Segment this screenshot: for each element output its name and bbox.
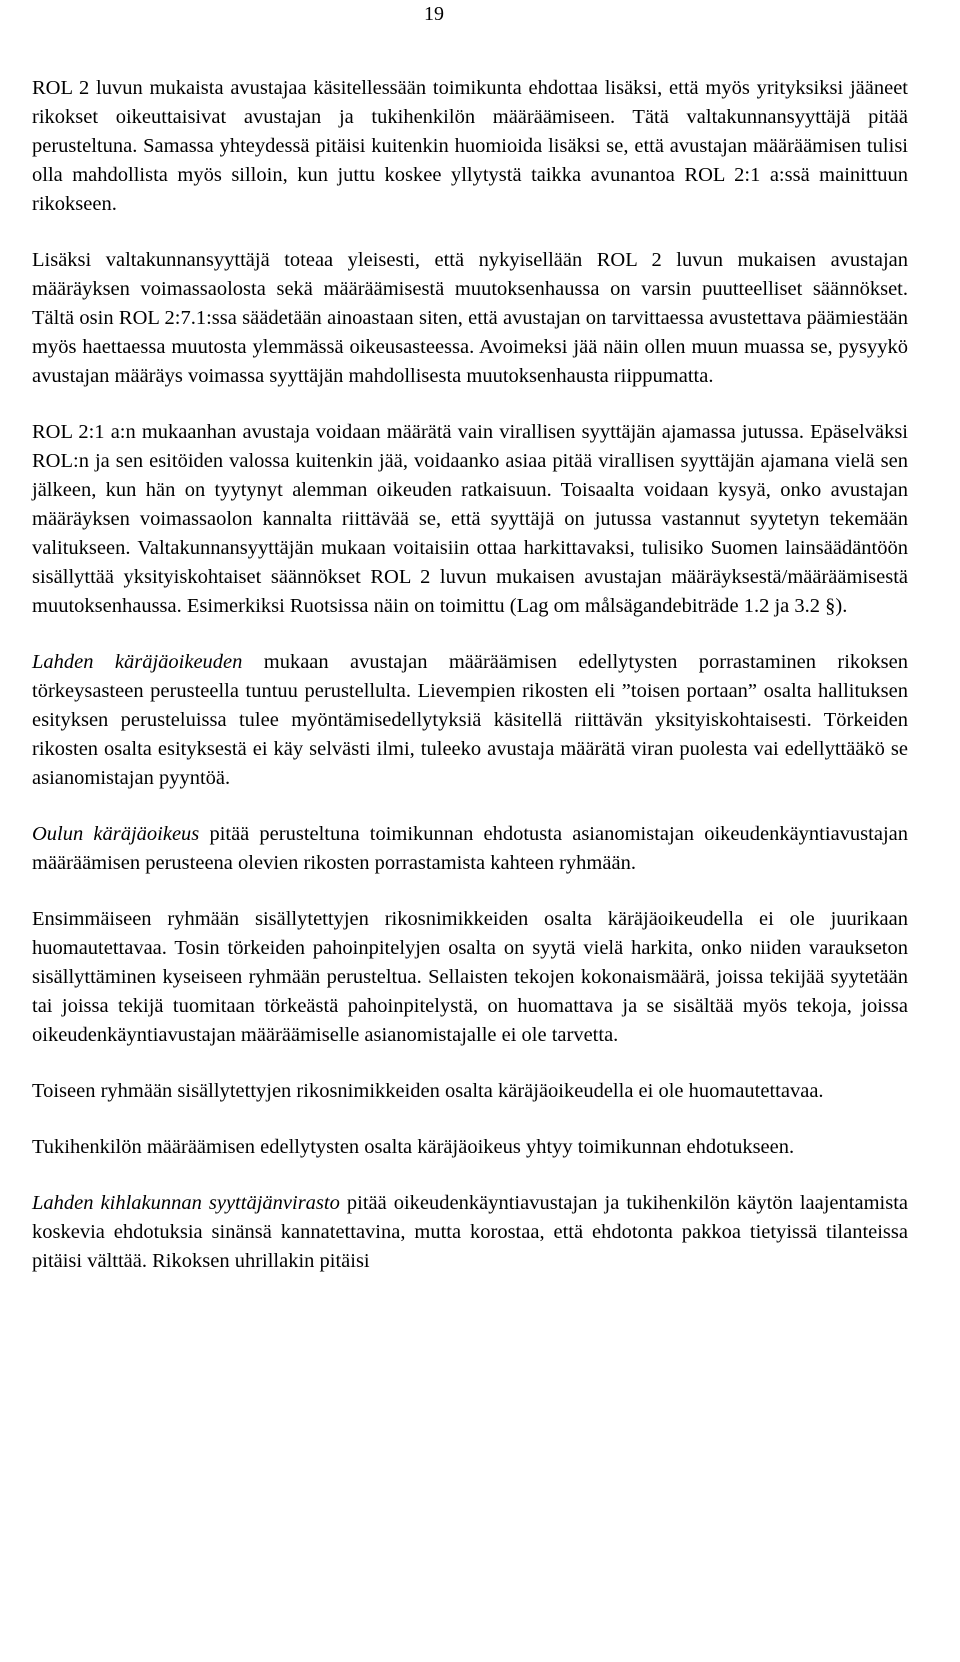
paragraph-text: ROL 2 luvun mukaista avustajaa käsitellessään toimikunta ehdottaa lisäksi, että myös yrityksiksi jääneet rikokset oikeuttaisivat avustajan ja tukihenkilön määräämiseen. Tätä valtakunnansyyttäjä pitää perusteltuna. Samassa yhteydessä pitäisi kuitenkin huomioida lisäksi se, että avustajan määräämisen tulisi olla mahdollista myös silloin, kun juttu koskee yllytystä taikka avunantoa ROL 2:1 a:ssä mainittuun rikokseen. (32, 77, 908, 215)
paragraph-text: Tukihenkilön määräämisen edellytysten osalta käräjäoikeus yhtyy toimikunnan ehdotukseen. (32, 1136, 795, 1158)
court-name: Lahden käräjäoikeuden (32, 651, 243, 673)
paragraph-9 (32, 1189, 908, 1276)
paragraph-text: mukaan avustajan määräämisen edellytysten porrastaminen rikoksen törkeysasteen perusteella tuntuu perustellulta. Lievempien rikosten eli ”toisen portaan” osalta hallituksen esityksen perusteluissa tulee myöntämisedellytyksiä käsitellä riittävän yksityiskohtaisesti. Törkeiden rikosten osalta esityksestä ei käy selvästi ilmi, tuleeko avustaja määrätä viran puolesta vai edellyttääkö se asianomistajan pyyntöä. (32, 651, 908, 789)
paragraph-5 (32, 820, 908, 878)
paragraph-text: pitää perusteltuna toimikunnan ehdotusta asianomistajan oikeudenkäyntiavustajan määräämisen perusteena olevien rikosten porrastamista kahteen ryhmään. (32, 823, 908, 874)
paragraph-2 (32, 246, 908, 391)
paragraph-text: Toiseen ryhmään sisällytettyjen rikosnimikkeiden osalta käräjäoikeudella ei ole huomautettavaa. (32, 1080, 824, 1102)
paragraph-text: Lisäksi valtakunnansyyttäjä toteaa yleisesti, että nykyisellään ROL 2 luvun mukaisen avustajan määräyksen voimassaolosta sekä määräämisestä muutoksenhaussa on varsin puutteelliset säännökset. Tältä osin ROL 2:7.1:ssa säädetään ainoastaan siten, että avustajan on tarvittaessa avustettava päämiestään myös haettaessa muutosta ylemmässä oikeusasteessa. Avoimeksi jää näin ollen muun muassa se, pysyykö avustajan määräys voimassa syyttäjän mahdollisesta muutoksenhausta riippumatta. (32, 249, 908, 387)
document-body (32, 74, 908, 1276)
court-name: Lahden kihlakunnan syyttäjänvirasto (32, 1192, 340, 1214)
paragraph-8 (32, 1133, 908, 1162)
paragraph-4 (32, 648, 908, 793)
paragraph-text: ROL 2:1 a:n mukaanhan avustaja voidaan määrätä vain virallisen syyttäjän ajamassa jutussa. Epäselväksi ROL:n ja sen esitöiden valossa kuitenkin jää, voidaanko asiaa pitää virallisen syyttäjän ajamana vielä sen jälkeen, kun hän on tyytynyt alemman oikeuden ratkaisuun. Toisaalta voidaan kysyä, onko avustajan määräyksen voimassaolon kannalta riittävää se, että syyttäjä on jutussa vastannut syytetyn tekemään valitukseen. Valtakunnansyyttäjän mukaan voitaisiin ottaa harkittavaksi, tulisiko Suomen lainsäädäntöön sisällyttää yksityiskohtaiset säännökset ROL 2 luvun mukaisen avustajan määräyksestä/määräämisestä muutoksenhaussa. Esimerkiksi Ruotsissa näin on toimittu (Lag om målsägandebiträde 1.2 ja 3.2 §). (32, 421, 908, 617)
paragraph-6 (32, 905, 908, 1050)
page-number: 19 (424, 3, 444, 25)
paragraph-text: pitää oikeudenkäyntiavustajan ja tukihenkilön käytön laajentamista koskevia ehdotuksia sinänsä kannatettavina, mutta korostaa, että ehdotonta pakkoa tietyissä tilanteissa pitäisi välttää. Rikoksen uhrillakin pitäisi (32, 1192, 908, 1272)
paragraph-3 (32, 418, 908, 621)
paragraph-text: Ensimmäiseen ryhmään sisällytettyjen rikosnimikkeiden osalta käräjäoikeudella ei ole juurikaan huomautettavaa. Tosin törkeiden pahoinpitelyjen osalta on syytä vielä harkita, onko niiden varaukseton sisällyttäminen kyseiseen ryhmään perusteltua. Sellaisten tekojen kokonaismäärä, joissa tekijää syytetään tai joissa tekijä tuomitaan törkeästä pahoinpitelystä, on huomattava ja se sisältää myös tekoja, joissa oikeudenkäyntiavustajan määräämiselle asianomistajalle ei ole tarvetta. (32, 908, 908, 1046)
court-name: Oulun käräjäoikeus (32, 823, 200, 845)
paragraph-7 (32, 1077, 908, 1106)
paragraph-1 (32, 74, 908, 219)
